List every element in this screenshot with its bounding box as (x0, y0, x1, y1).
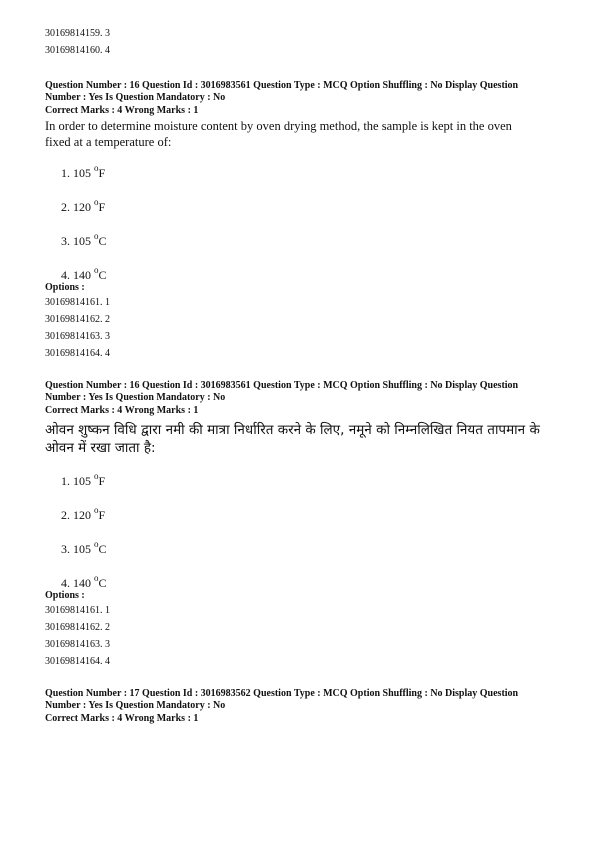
option-id-line: 30169814163. 3 (45, 639, 110, 650)
option-id-line: 30169814160. 4 (45, 45, 110, 56)
question-text: In order to determine moisture content by oven drying method, the sample is kept in the oven (45, 119, 512, 133)
question-meta-line: Number : Yes Is Question Mandatory : No (45, 392, 226, 403)
options-heading: Options : (45, 590, 85, 601)
option-id-line: 30169814161. 1 (45, 297, 110, 308)
question-meta-line: Number : Yes Is Question Mandatory : No (45, 92, 226, 103)
answer-choice: 4. 140 $^o$C (61, 573, 107, 590)
question-meta-line: Question Number : 17 Question Id : 3016983562 Question Type : MCQ Option Shuffling : No Display Question (45, 688, 519, 699)
question-meta-line: Number : Yes Is Question Mandatory : No (45, 700, 226, 711)
option-id-line: 30169814164. 4 (45, 656, 110, 667)
answer-choice: 3. 105 $^o$C (61, 539, 107, 556)
answer-choice: 4. 140 $^o$C (61, 265, 107, 282)
option-id-line: 30169814164. 4 (45, 348, 110, 359)
question-text: fixed at a temperature of: (45, 135, 172, 149)
question-meta-line: Question Number : 16 Question Id : 3016983561 Question Type : MCQ Option Shuffling : No Display Question (45, 380, 519, 391)
answer-choice: 2. 120 $^o$F (61, 505, 106, 522)
answer-choice: 2. 120 $^o$F (61, 197, 106, 214)
option-id-line: 30169814163. 3 (45, 331, 110, 342)
options-heading: Options : (45, 282, 85, 293)
question-marks-line: Correct Marks : 4 Wrong Marks : 1 (45, 713, 199, 724)
question-meta-line: Question Number : 16 Question Id : 3016983561 Question Type : MCQ Option Shuffling : No Display Question (45, 80, 519, 91)
answer-choice: 1. 105 $^o$F (61, 163, 106, 180)
option-id-line: 30169814162. 2 (45, 314, 110, 325)
question-marks-line: Correct Marks : 4 Wrong Marks : 1 (45, 105, 199, 116)
question-text: ओवन शुष्कन विधि द्वारा नमी की मात्रा निर्धारित करने के लिए, नमूने को निम्नलिखित नियत तापमान के (45, 422, 540, 438)
question-marks-line: Correct Marks : 4 Wrong Marks : 1 (45, 405, 199, 416)
answer-choice: 1. 105 $^o$F (61, 471, 106, 488)
question-text: ओवन में रखा जाता है: (45, 440, 156, 456)
option-id-line: 30169814162. 2 (45, 622, 110, 633)
answer-choice: 3. 105 $^o$C (61, 231, 107, 248)
option-id-line: 30169814161. 1 (45, 605, 110, 616)
option-id-line: 30169814159. 3 (45, 28, 110, 39)
